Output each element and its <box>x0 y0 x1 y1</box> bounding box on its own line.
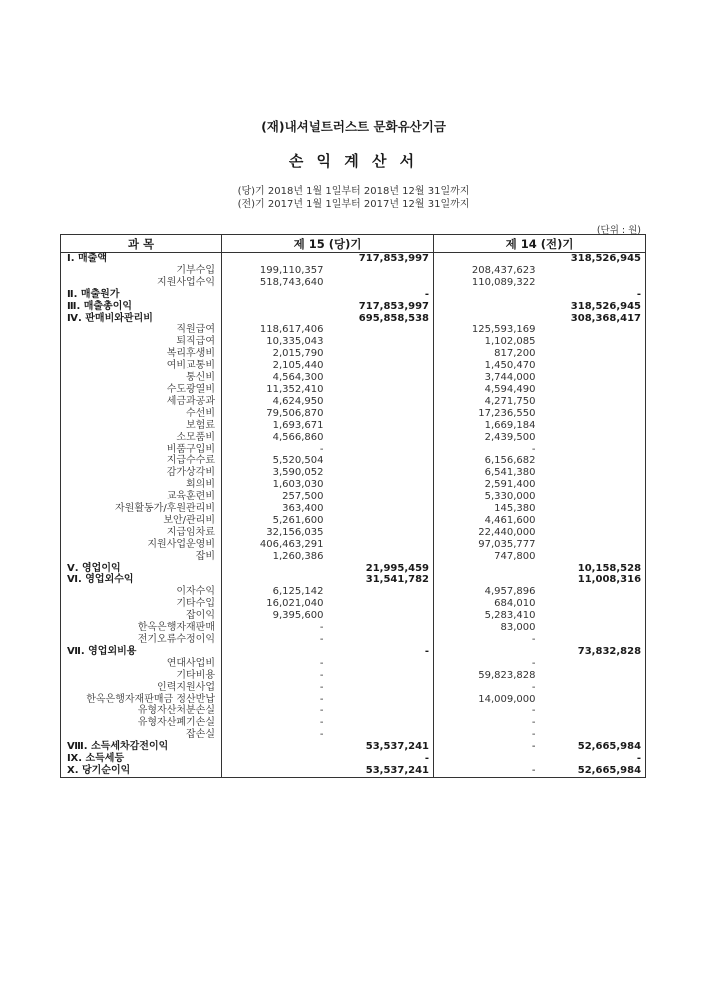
row-label: 여비교통비 <box>61 360 222 372</box>
previous-detail-amount: 110,089,322 <box>471 276 536 288</box>
previous-detail-amount: 6,541,380 <box>484 467 536 479</box>
row-label: 기부수입 <box>61 265 222 277</box>
current-total-amount: - <box>328 753 434 765</box>
current-detail-amount: 118,617,406 <box>259 324 324 336</box>
row-label: Ⅲ. 매출총이익 <box>61 301 222 313</box>
previous-total-amount <box>540 432 646 444</box>
current-total-amount <box>328 324 434 336</box>
current-total-amount <box>328 610 434 622</box>
previous-total-amount <box>540 420 646 432</box>
row-label: Ⅰ. 매출액 <box>61 253 222 265</box>
row-label: 보안/관리비 <box>61 515 222 527</box>
row-label: 세금과공과 <box>61 396 222 408</box>
previous-total-amount <box>540 265 646 277</box>
current-detail-amount <box>222 313 328 325</box>
current-total-amount <box>328 479 434 491</box>
current-detail-amount: - <box>319 622 324 634</box>
row-label: 소모품비 <box>61 432 222 444</box>
previous-total-amount <box>540 586 646 598</box>
item-row <box>61 277 646 289</box>
current-total-amount: 695,858,538 <box>328 313 434 325</box>
previous-detail-amount: 4,461,600 <box>484 514 536 526</box>
current-total-amount <box>328 455 434 467</box>
previous-total-amount <box>540 598 646 610</box>
current-detail-amount: - <box>319 705 324 717</box>
previous-detail-amount: 145,380 <box>494 503 536 515</box>
previous-detail-amount: 6,156,682 <box>484 455 536 467</box>
previous-detail-amount: 4,594,490 <box>484 383 536 395</box>
statement-title: 손 익 계 산 서 <box>288 152 419 170</box>
section-row <box>61 301 646 313</box>
item-row <box>61 622 646 634</box>
previous-total-amount <box>540 682 646 694</box>
previous-detail-amount: 208,437,623 <box>471 264 536 276</box>
item-row <box>61 324 646 336</box>
current-total-amount <box>328 360 434 372</box>
row-label: 잡손실 <box>61 729 222 741</box>
item-row <box>61 455 646 467</box>
row-label: 수도광열비 <box>61 384 222 396</box>
previous-total-amount <box>540 396 646 408</box>
row-label: 유형자산처분손실 <box>61 705 222 717</box>
row-label: Ⅵ. 영업외수익 <box>61 574 222 586</box>
current-detail-amount: 363,400 <box>282 503 324 515</box>
previous-total-amount <box>540 360 646 372</box>
item-row <box>61 729 646 741</box>
current-total-amount <box>328 384 434 396</box>
section-row <box>61 313 646 325</box>
row-label: 잡이익 <box>61 610 222 622</box>
item-row <box>61 705 646 717</box>
previous-detail-amount: 5,330,000 <box>484 491 536 503</box>
current-detail-amount: - <box>319 669 324 681</box>
previous-total-amount <box>540 729 646 741</box>
previous-total-amount <box>540 610 646 622</box>
current-total-amount <box>328 658 434 670</box>
previous-detail-amount: 817,200 <box>494 348 536 360</box>
current-detail-amount: 32,156,035 <box>266 526 324 538</box>
item-row <box>61 717 646 729</box>
current-detail-amount: - <box>319 657 324 669</box>
current-detail-amount: 1,693,671 <box>272 419 324 431</box>
previous-detail-amount: - <box>531 634 536 645</box>
previous-detail-amount: 747,800 <box>494 550 536 562</box>
current-detail-amount: 5,261,600 <box>272 514 324 526</box>
item-row <box>61 336 646 348</box>
current-total-amount <box>328 539 434 551</box>
item-row <box>61 694 646 706</box>
current-detail-amount: - <box>319 729 324 741</box>
previous-detail-amount: 684,010 <box>494 598 536 610</box>
item-row <box>61 503 646 515</box>
item-row <box>61 682 646 694</box>
item-row <box>61 384 646 396</box>
previous-total-amount <box>540 348 646 360</box>
previous-total-amount <box>540 467 646 479</box>
current-detail-amount: - <box>319 693 324 705</box>
current-total-amount: 21,995,459 <box>328 563 434 575</box>
item-row <box>61 586 646 598</box>
previous-total-amount: 10,158,528 <box>577 562 642 574</box>
row-label: 연대사업비 <box>61 658 222 670</box>
section-row <box>61 753 646 765</box>
previous-total-amount <box>540 670 646 682</box>
previous-total-amount: 308,368,417 <box>570 312 642 324</box>
row-label: 유형자산폐기손실 <box>61 717 222 729</box>
current-total-amount <box>328 503 434 515</box>
previous-detail-amount: 22,440,000 <box>478 526 536 538</box>
previous-detail-amount: - <box>531 764 536 776</box>
row-label: 한옥은행자재판매 <box>61 622 222 634</box>
row-label: 교육훈련비 <box>61 491 222 503</box>
previous-detail-amount: 4,271,750 <box>484 395 536 407</box>
row-label: 보험료 <box>61 420 222 432</box>
row-label: 지원사업수익 <box>61 277 222 289</box>
item-row <box>61 658 646 670</box>
previous-total-amount <box>540 277 646 289</box>
row-label: 퇴직급여 <box>61 336 222 348</box>
row-label: 지급수수료 <box>61 455 222 467</box>
period-previous: (전)기 2017년 1월 1일부터 2017년 12월 31일까지 <box>237 199 470 210</box>
previous-total-amount <box>540 634 646 646</box>
section-row <box>61 574 646 586</box>
unit-label: (단위 : 원) <box>596 225 641 236</box>
item-row <box>61 515 646 527</box>
current-detail-amount <box>222 741 328 753</box>
income-statement-table <box>60 234 646 778</box>
previous-detail-amount: 4,957,896 <box>484 586 536 598</box>
current-total-amount <box>328 515 434 527</box>
row-label: Ⅹ. 당기순이익 <box>61 765 222 777</box>
item-row <box>61 372 646 384</box>
current-detail-amount: 257,500 <box>282 491 324 503</box>
current-total-amount <box>328 694 434 706</box>
section-row <box>61 563 646 575</box>
current-detail-amount: 4,566,860 <box>272 431 324 443</box>
previous-detail-amount <box>434 301 540 313</box>
previous-total-amount <box>540 408 646 420</box>
current-total-amount: - <box>328 289 434 301</box>
previous-total-amount: 73,832,828 <box>577 645 642 657</box>
current-total-amount <box>328 622 434 634</box>
previous-detail-amount: 1,450,470 <box>484 360 536 372</box>
previous-total-amount <box>540 658 646 670</box>
previous-total-amount <box>540 622 646 634</box>
current-detail-amount <box>222 289 328 301</box>
column-header-current: 제 15 (당)기 <box>222 235 434 253</box>
table-body <box>61 253 646 778</box>
current-total-amount <box>328 705 434 717</box>
item-row <box>61 598 646 610</box>
current-detail-amount: 79,506,870 <box>266 407 324 419</box>
row-label: Ⅸ. 소득세등 <box>61 753 222 765</box>
row-label: 복리후생비 <box>61 348 222 360</box>
current-total-amount <box>328 491 434 503</box>
previous-total-amount <box>540 491 646 503</box>
previous-total-amount <box>540 539 646 551</box>
current-total-amount <box>328 348 434 360</box>
item-row <box>61 420 646 432</box>
current-detail-amount: 199,110,357 <box>259 264 324 276</box>
row-label: 자원활동가/후원관리비 <box>61 503 222 515</box>
row-label: 비품구입비 <box>61 444 222 456</box>
previous-total-amount <box>540 336 646 348</box>
previous-total-amount <box>540 694 646 706</box>
previous-total-amount <box>540 717 646 729</box>
item-row <box>61 348 646 360</box>
column-header-subject: 과 목 <box>61 235 222 253</box>
current-detail-amount: 9,395,600 <box>272 610 324 622</box>
previous-total-amount: 52,665,984 <box>577 741 642 753</box>
current-total-amount <box>328 634 434 646</box>
current-detail-amount <box>222 574 328 586</box>
current-detail-amount: 4,564,300 <box>272 372 324 384</box>
row-label: 통신비 <box>61 372 222 384</box>
current-detail-amount: 5,520,504 <box>272 455 324 467</box>
current-detail-amount: 406,463,291 <box>259 538 324 550</box>
current-total-amount <box>328 372 434 384</box>
current-total-amount <box>328 551 434 563</box>
row-label: 이자수익 <box>61 586 222 598</box>
row-label: 한옥은행자재판매금 정산반납 <box>61 694 222 706</box>
row-label: 직원급여 <box>61 324 222 336</box>
previous-detail-amount: 97,035,777 <box>478 538 536 550</box>
previous-detail-amount: - <box>531 717 536 729</box>
current-total-amount <box>328 717 434 729</box>
current-total-amount <box>328 432 434 444</box>
row-label: Ⅶ. 영업외비용 <box>61 646 222 658</box>
current-detail-amount: 2,015,790 <box>272 348 324 360</box>
current-detail-amount: 1,260,386 <box>272 550 324 562</box>
previous-total-amount: 11,008,316 <box>577 574 642 586</box>
item-row <box>61 396 646 408</box>
previous-detail-amount <box>434 313 540 325</box>
current-detail-amount: 1,603,030 <box>272 479 324 491</box>
previous-detail-amount <box>434 253 540 265</box>
section-row <box>61 253 646 265</box>
current-total-amount <box>328 682 434 694</box>
item-row <box>61 432 646 444</box>
current-total-amount <box>328 336 434 348</box>
previous-detail-amount: 83,000 <box>500 622 536 634</box>
current-total-amount <box>328 444 434 456</box>
current-detail-amount <box>222 563 328 575</box>
current-detail-amount: 16,021,040 <box>266 598 324 610</box>
previous-total-amount: - <box>636 288 642 300</box>
current-total-amount: - <box>328 646 434 658</box>
previous-total-amount: 52,665,984 <box>577 764 642 776</box>
previous-detail-amount: 5,283,410 <box>484 610 536 622</box>
section-row <box>61 741 646 753</box>
section-row <box>61 765 646 777</box>
item-row <box>61 551 646 563</box>
current-detail-amount: - <box>319 717 324 729</box>
previous-detail-amount <box>434 753 540 765</box>
current-total-amount <box>328 598 434 610</box>
previous-total-amount <box>540 527 646 539</box>
previous-detail-amount <box>434 563 540 575</box>
item-row <box>61 467 646 479</box>
row-label: Ⅷ. 소득세차감전이익 <box>61 741 222 753</box>
row-label: 수선비 <box>61 408 222 420</box>
previous-detail-amount: - <box>531 741 536 753</box>
row-label: Ⅴ. 영업이익 <box>61 563 222 575</box>
header-row <box>61 235 646 253</box>
current-total-amount: 717,853,997 <box>328 253 434 265</box>
current-total-amount <box>328 277 434 289</box>
previous-detail-amount <box>434 574 540 586</box>
current-total-amount <box>328 586 434 598</box>
current-total-amount <box>328 729 434 741</box>
previous-total-amount <box>540 372 646 384</box>
current-total-amount <box>328 467 434 479</box>
previous-total-amount: - <box>636 753 642 765</box>
previous-detail-amount: 125,593,169 <box>471 324 536 336</box>
previous-total-amount <box>540 444 646 456</box>
current-total-amount: 31,541,782 <box>328 574 434 586</box>
item-row <box>61 670 646 682</box>
current-detail-amount: 3,590,052 <box>272 467 324 479</box>
previous-total-amount <box>540 515 646 527</box>
current-detail-amount <box>222 301 328 313</box>
row-label: 전기오류수정이익 <box>61 634 222 646</box>
previous-detail-amount: 1,102,085 <box>484 336 536 348</box>
previous-detail-amount: 17,236,550 <box>478 407 536 419</box>
row-label: 지원사업운영비 <box>61 539 222 551</box>
row-label: 잡비 <box>61 551 222 563</box>
previous-detail-amount: 3,744,000 <box>484 372 536 384</box>
previous-detail-amount: 14,009,000 <box>478 693 536 705</box>
row-label: 회의비 <box>61 479 222 491</box>
row-label: Ⅱ. 매출원가 <box>61 289 222 301</box>
item-row <box>61 491 646 503</box>
period-current: (당)기 2018년 1월 1일부터 2018년 12월 31일까지 <box>237 186 470 197</box>
previous-total-amount <box>540 479 646 491</box>
row-label: 기타비용 <box>61 670 222 682</box>
previous-detail-amount: - <box>531 443 536 455</box>
row-label: 기타수입 <box>61 598 222 610</box>
previous-detail-amount: 59,823,828 <box>478 669 536 681</box>
item-row <box>61 408 646 420</box>
item-row <box>61 527 646 539</box>
previous-total-amount <box>540 705 646 717</box>
item-row <box>61 610 646 622</box>
previous-total-amount <box>540 503 646 515</box>
current-total-amount <box>328 420 434 432</box>
previous-detail-amount <box>434 646 540 658</box>
current-detail-amount <box>222 765 328 777</box>
current-detail-amount: - <box>319 681 324 693</box>
previous-total-amount: 318,526,945 <box>570 300 642 312</box>
current-detail-amount <box>222 253 328 265</box>
row-label: 인력지원사업 <box>61 682 222 694</box>
current-total-amount <box>328 396 434 408</box>
item-row <box>61 265 646 277</box>
row-label: 감가상각비 <box>61 467 222 479</box>
section-row <box>61 646 646 658</box>
item-row <box>61 444 646 456</box>
current-detail-amount: 4,624,950 <box>272 395 324 407</box>
previous-detail-amount: - <box>531 729 536 741</box>
previous-detail-amount: 2,439,500 <box>484 431 536 443</box>
item-row <box>61 479 646 491</box>
current-total-amount: 53,537,241 <box>328 765 434 777</box>
current-detail-amount: - <box>319 634 324 645</box>
previous-total-amount <box>540 551 646 563</box>
previous-total-amount: 318,526,945 <box>570 253 642 264</box>
row-label: Ⅳ. 판매비와관리비 <box>61 313 222 325</box>
current-detail-amount <box>222 753 328 765</box>
current-detail-amount: 2,105,440 <box>272 360 324 372</box>
current-detail-amount: - <box>319 443 324 455</box>
current-total-amount <box>328 265 434 277</box>
current-total-amount: 717,853,997 <box>328 301 434 313</box>
current-total-amount <box>328 670 434 682</box>
current-total-amount: 53,537,241 <box>328 741 434 753</box>
column-header-previous: 제 14 (전)기 <box>434 235 646 253</box>
current-detail-amount: 11,352,410 <box>266 383 324 395</box>
current-total-amount <box>328 408 434 420</box>
previous-detail-amount: - <box>531 657 536 669</box>
previous-total-amount <box>540 384 646 396</box>
section-row <box>61 289 646 301</box>
item-row <box>61 360 646 372</box>
previous-detail-amount: - <box>531 705 536 717</box>
previous-detail-amount <box>434 289 540 301</box>
item-row <box>61 539 646 551</box>
previous-detail-amount: 2,591,400 <box>484 479 536 491</box>
item-row <box>61 634 646 646</box>
row-label: 지급임차료 <box>61 527 222 539</box>
previous-detail-amount: 1,669,184 <box>484 419 536 431</box>
current-detail-amount <box>222 646 328 658</box>
current-total-amount <box>328 527 434 539</box>
previous-total-amount <box>540 455 646 467</box>
previous-detail-amount: - <box>531 681 536 693</box>
current-detail-amount: 6,125,142 <box>272 586 324 598</box>
current-detail-amount: 10,335,043 <box>266 336 324 348</box>
current-detail-amount: 518,743,640 <box>259 276 324 288</box>
organization-name: (재)내셔널트러스트 문화유산기금 <box>261 119 446 134</box>
previous-total-amount <box>540 324 646 336</box>
